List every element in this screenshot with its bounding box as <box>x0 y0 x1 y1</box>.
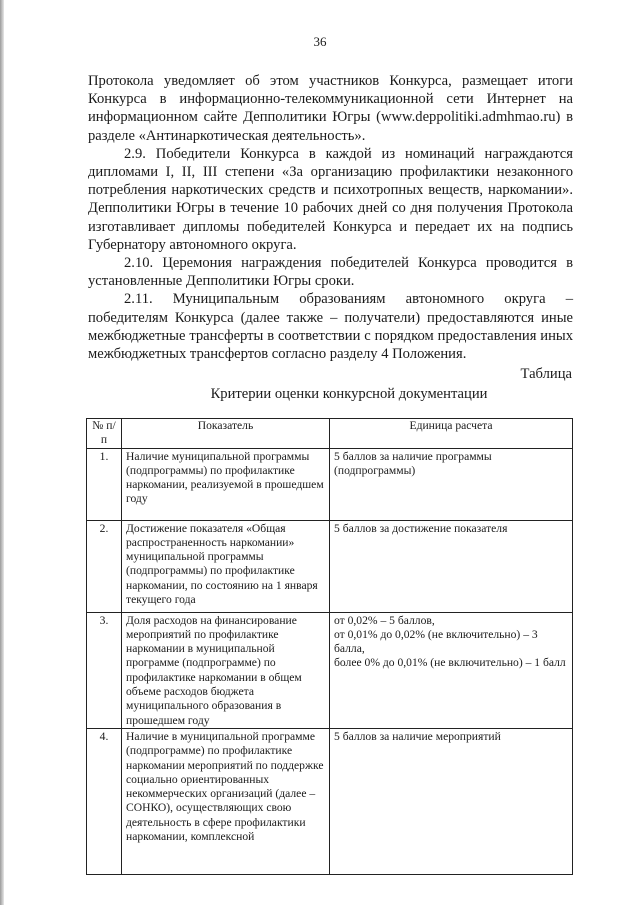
paragraph-2-10: 2.10. Церемония награждения победителей Конкурса проводится в установленные Депполитики Югры сроки. <box>88 255 573 290</box>
row-indicator: Наличие муниципальной программы (подпрограммы) по профилактике наркомании, реализуемой в прошедшем году <box>122 448 330 520</box>
unit-line: 5 баллов за достижение показателя <box>334 521 508 535</box>
row-number: 2. <box>87 520 122 612</box>
row-unit <box>330 448 573 520</box>
row-indicator: Наличие в муниципальной программе (подпрограмме) по профилактике наркомании мероприятий по поддержке социально ориентированных некоммерческих организаций (далее – СОНКО), осуществляющих свою деятельность в сфере профилактики наркомании, комплексной <box>122 728 330 874</box>
table-label: Таблица <box>520 366 572 382</box>
row-number: 3. <box>87 612 122 728</box>
header-indicator: Показатель <box>122 419 330 449</box>
table-row <box>87 520 573 612</box>
row-unit <box>330 728 573 874</box>
body-text <box>88 72 573 363</box>
table-header-row <box>87 419 573 449</box>
row-unit <box>330 612 573 728</box>
unit-line: 5 баллов за наличие мероприятий <box>334 729 501 743</box>
unit-line: 5 баллов за наличие программы (подпрограммы) <box>334 449 492 477</box>
paragraph-protocol: Протокола уведомляет об этом участников Конкурса, размещает итоги Конкурса в информационно-телекоммуникационной сети Интернет на информационном сайте Депполитики Югры (www.deppolitiki.admhmao.ru) в разделе «Антинаркотическая деятельность». <box>88 73 573 144</box>
row-number: 1. <box>87 448 122 520</box>
criteria-table <box>86 418 573 875</box>
header-unit: Единица расчета <box>330 419 573 449</box>
table-row <box>87 612 573 728</box>
row-indicator: Доля расходов на финансирование мероприятий по профилактике наркомании в муниципальной программе (подпрограмме) по профилактике наркомании в общем объеме расходов бюджета муниципального образования в прошедшем году <box>122 612 330 728</box>
table-title: Критерии оценки конкурсной документации <box>210 386 488 402</box>
row-indicator: Достижение показателя «Общая распространенность наркомании» муниципальной программы (подпрограммы) по профилактике наркомании, по состоянию на 1 января текущего года <box>122 520 330 612</box>
unit-line: более 0% до 0,01% (не включительно) – 1 балл <box>334 656 566 670</box>
scan-edge <box>0 0 4 905</box>
page-number: 36 <box>313 34 327 49</box>
table-row <box>87 448 573 520</box>
unit-line: от 0,01% до 0,02% (не включительно) – 3 балла, <box>334 627 538 656</box>
row-unit <box>330 520 573 612</box>
row-number: 4. <box>87 728 122 874</box>
unit-line: от 0,02% – 5 баллов, <box>334 613 435 627</box>
header-num: № п/п <box>87 419 122 449</box>
table-row <box>87 728 573 874</box>
paragraph-2-9: 2.9. Победители Конкурса в каждой из номинаций награждаются дипломами I, II, III степени «За организацию профилактики незаконного потребления наркотических средств и психотропных веществ, наркомании». Депполитики Югры в течение 10 рабочих дней со дня получения Протокола изготавливает дипломы победителей Конкурса и передает их на подпись Губернатору автономного округа. <box>88 145 573 253</box>
paragraph-2-11: 2.11. Муниципальным образованиям автономного округа – победителям Конкурса (далее также – получатели) предоставляются иные межбюджетные трансферты в соответствии с порядком предоставления иных межбюджетных трансфертов согласно разделу 4 Положения. <box>88 291 573 363</box>
